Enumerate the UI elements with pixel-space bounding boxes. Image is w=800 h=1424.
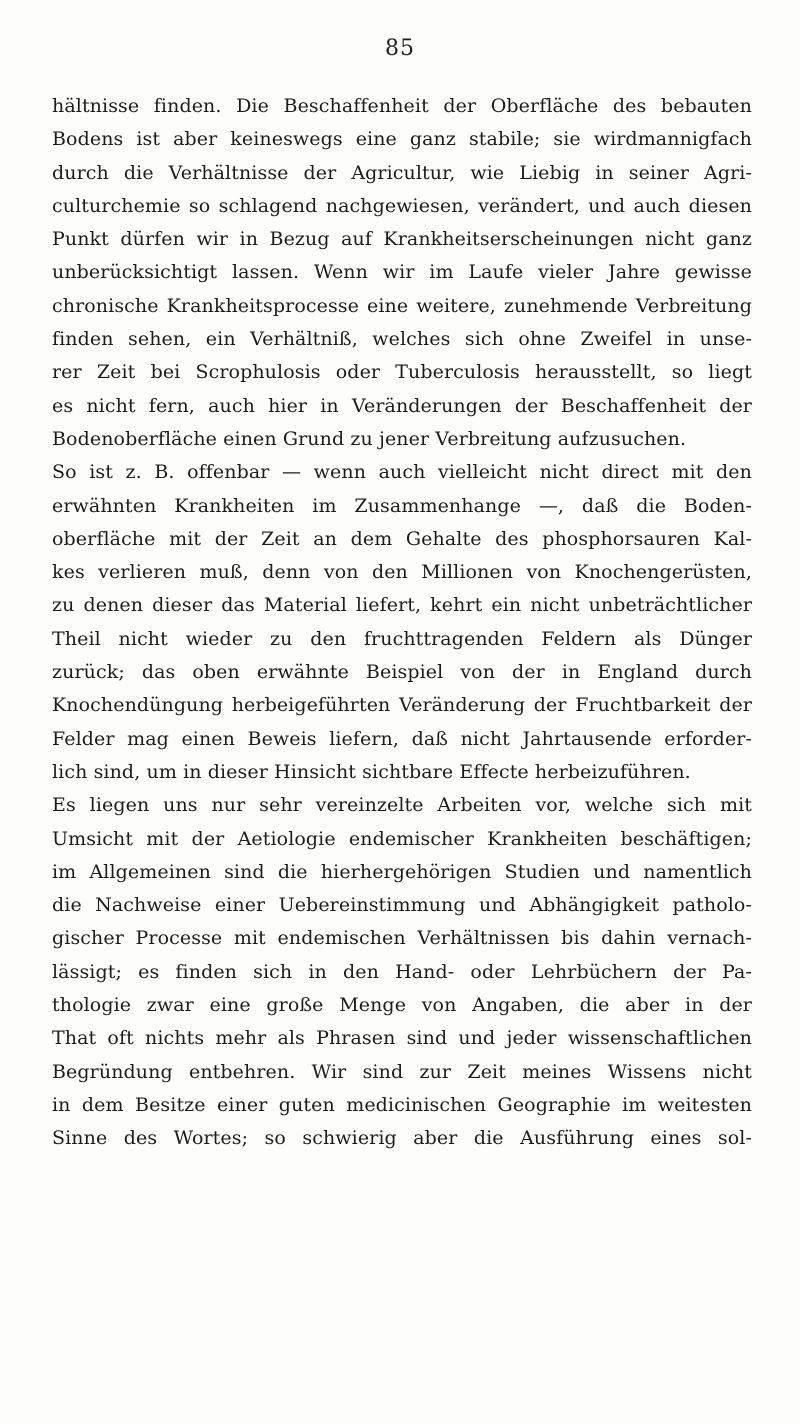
text-line: Es liegen uns nur sehr vereinzelte Arbeiten vor, welche sich mit	[52, 794, 752, 817]
text-line: gischer Processe mit endemischen Verhältnissen bis dahin vernach-	[52, 927, 752, 950]
text-line: zurück; das oben erwähnte Beispiel von der in England durch	[52, 661, 752, 684]
text-line: Knochendüngung herbeigeführten Veränderung der Fruchtbarkeit der	[52, 694, 752, 717]
text-line: kes verlieren muß, denn von den Millionen von Knochengerüsten,	[52, 561, 752, 584]
text-line: rer Zeit bei Scrophulosis oder Tuberculosis herausstellt, so liegt	[52, 361, 752, 384]
text-line: That oft nichts mehr als Phrasen sind und jeder wissenschaftlichen	[52, 1027, 752, 1050]
text-line: zu denen dieser das Material liefert, kehrt ein nicht unbeträchtlicher	[52, 594, 752, 617]
text-line: Theil nicht wieder zu den fruchttragenden Feldern als Dünger	[52, 627, 752, 650]
text-line: es nicht fern, auch hier in Veränderungen der Beschaffenheit der	[52, 394, 752, 417]
text-line: unberücksichtigt lassen. Wenn wir im Laufe vieler Jahre gewisse	[52, 261, 752, 284]
body-text	[52, 90, 752, 1156]
text-line: in dem Besitze einer guten medicinischen Geographie im weitesten	[52, 1093, 752, 1116]
text-line: Umsicht mit der Aetiologie endemischer Krankheiten beschäftigen;	[52, 827, 752, 850]
text-line: Punkt dürfen wir in Bezug auf Krankheitserscheinungen nicht ganz	[52, 228, 752, 251]
text-line: die Nachweise einer Uebereinstimmung und Abhängigkeit patholo-	[52, 894, 752, 917]
text-line: Felder mag einen Beweis liefern, daß nicht Jahrtausende erforder-	[52, 727, 752, 750]
text-line: Bodens ist aber keineswegs eine ganz stabile; sie wirdmannigfach	[52, 128, 752, 151]
text-line: Sinne des Wortes; so schwierig aber die Ausführung eines sol-	[52, 1127, 752, 1150]
text-line: finden sehen, ein Verhältniß, welches sich ohne Zweifel in unse-	[52, 328, 752, 351]
text-line: lässigt; es finden sich in den Hand- oder Lehrbüchern der Pa-	[52, 960, 752, 983]
text-line: So ist z. B. offenbar — wenn auch vielleicht nicht direct mit den	[52, 461, 752, 484]
text-line: erwähnten Krankheiten im Zusammenhange —, daß die Boden-	[52, 494, 752, 517]
text-line: Bodenoberfläche einen Grund zu jener Verbreitung aufzusuchen.	[52, 427, 687, 450]
text-line: culturchemie so schlagend nachgewiesen, verändert, und auch diesen	[52, 194, 752, 217]
text-line: thologie zwar eine große Menge von Angaben, die aber in der	[52, 994, 752, 1017]
text-line: lich sind, um in dieser Hinsicht sichtbare Effecte herbeizuführen.	[52, 760, 691, 783]
page-number: 85	[385, 36, 415, 61]
text-line: chronische Krankheitsprocesse eine weitere, zunehmende Verbreitung	[52, 294, 752, 317]
text-line: oberfläche mit der Zeit an dem Gehalte des phosphorsauren Kal-	[52, 527, 752, 550]
text-line: Begründung entbehren. Wir sind zur Zeit meines Wissens nicht	[52, 1060, 752, 1083]
text-line: durch die Verhältnisse der Agricultur, wie Liebig in seiner Agri-	[52, 161, 752, 184]
text-line: im Allgemeinen sind die hierhergehörigen Studien und namentlich	[52, 860, 752, 883]
text-line: hältnisse finden. Die Beschaffenheit der Oberfläche des bebauten	[52, 95, 752, 117]
